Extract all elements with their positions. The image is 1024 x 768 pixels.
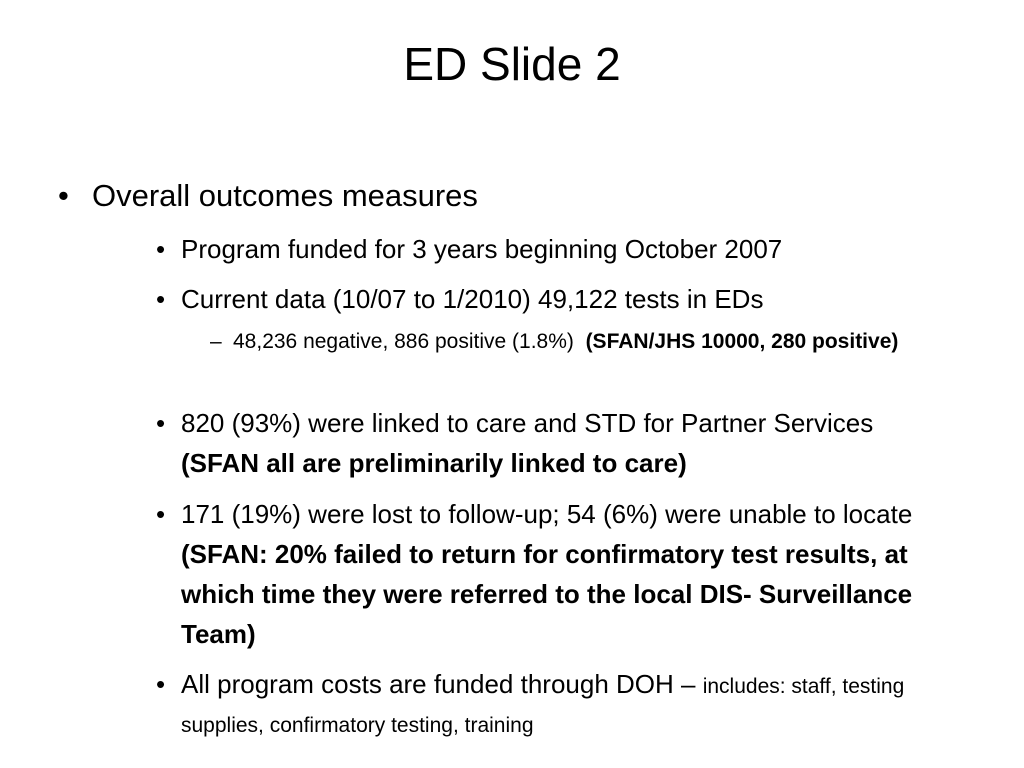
slide-title: ED Slide 2	[403, 38, 621, 90]
bullet-text-regular: All program costs are funded through DOH –	[181, 669, 703, 699]
bullet-text: Overall outcomes measures	[92, 178, 478, 213]
bullet-text-regular: 48,236 negative, 886 positive (1.8%)	[233, 330, 586, 353]
bullet-text: Current data (10/07 to 1/2010) 49,122 tests in EDs	[181, 284, 764, 314]
bullet-lost-to-follow-up	[156, 494, 946, 654]
bullet-marker: •	[156, 499, 166, 529]
bullet-program-funded	[156, 229, 946, 269]
bullet-program-costs	[156, 666, 946, 744]
bullet-current-data	[156, 279, 946, 319]
bullet-text	[181, 666, 946, 744]
bullet-text-bold: (SFAN/JHS 10000, 280 positive)	[585, 330, 899, 353]
bullet-text: Program funded for 3 years beginning October 2007	[181, 234, 783, 264]
bullet-overall-outcomes	[58, 176, 958, 216]
bullet-marker: •	[156, 408, 166, 438]
bullet-marker: •	[156, 284, 166, 314]
bullet-marker: •	[156, 234, 166, 264]
bullet-text	[181, 494, 946, 654]
bullet-text-small: includes: staff, testing supplies, confirmatory testing, training	[181, 675, 905, 737]
bullet-text	[233, 325, 930, 359]
bullet-marker: •	[58, 178, 69, 213]
dash-marker: –	[210, 330, 222, 353]
bullet-text-bold: (SFAN: 20% failed to return for confirmatory test results, at which time they were referred to the local DIS- Surveillance Team)	[181, 539, 913, 649]
bullet-negative-positive	[210, 325, 930, 359]
bullet-linked-to-care	[156, 403, 946, 483]
bullet-text-regular: 820 (93%) were linked to care and STD for Partner Services	[181, 408, 881, 438]
bullet-text-regular: 171 (19%) were lost to follow-up; 54 (6%) were unable to locate	[181, 499, 920, 529]
bullet-text-bold: (SFAN all are preliminarily linked to care)	[181, 448, 687, 478]
bullet-marker: •	[156, 669, 166, 699]
bullet-text	[181, 403, 946, 483]
